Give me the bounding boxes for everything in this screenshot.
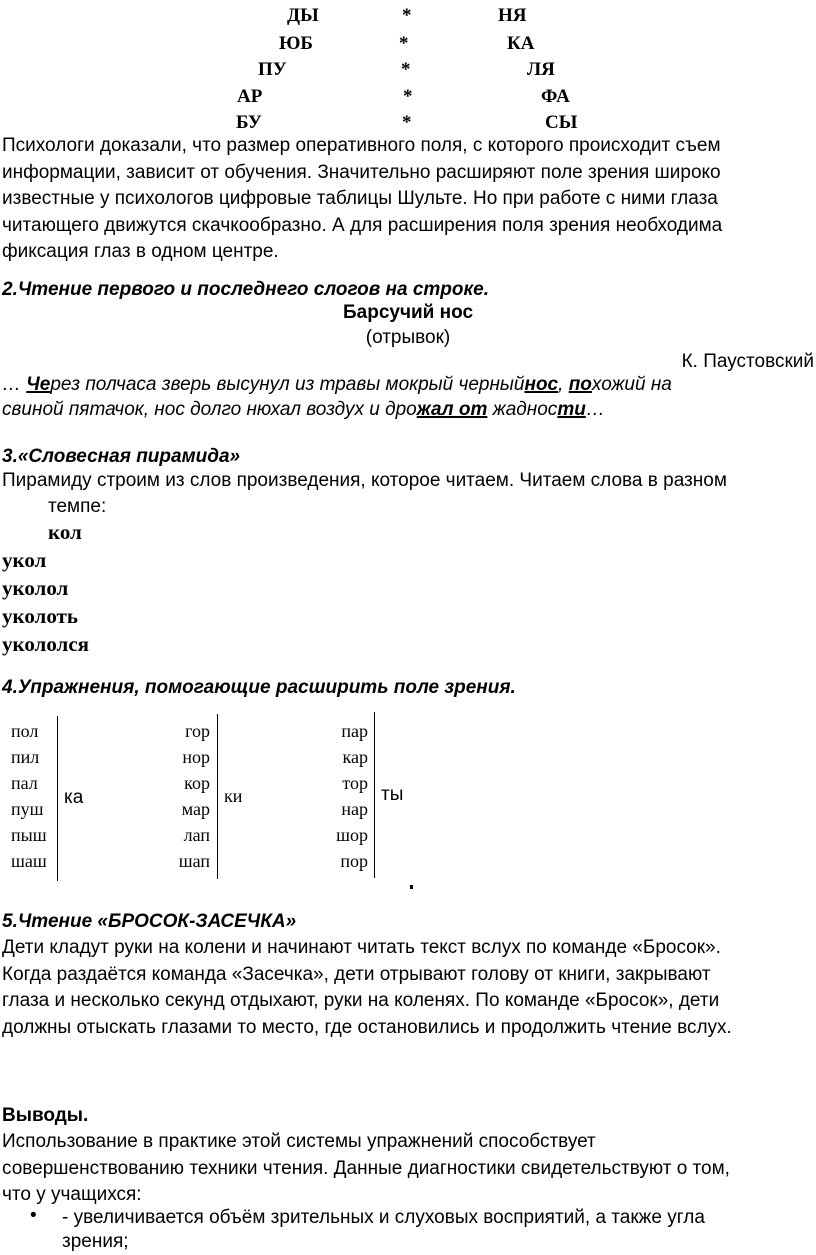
text-line: известные у психологов цифровые таблицы Шульте. Но при работе с ними глаза bbox=[2, 188, 718, 209]
text: … bbox=[2, 374, 27, 395]
syllable: кар bbox=[342, 747, 368, 767]
syllable: пал bbox=[11, 773, 38, 793]
story-author: К. Паустовский bbox=[681, 351, 814, 372]
pyramid-word: укол bbox=[2, 548, 47, 572]
text-line: Использование в практике этой системы упражнений способствует bbox=[2, 1131, 596, 1152]
ending: ки bbox=[224, 786, 243, 806]
syllable-star: * bbox=[399, 33, 409, 54]
highlighted-syllable: Че bbox=[26, 374, 51, 395]
syllable: кор bbox=[184, 773, 210, 793]
scan-speck bbox=[410, 885, 413, 889]
syllable: лап bbox=[183, 825, 210, 845]
syllable-left: АР bbox=[237, 86, 263, 107]
pyramid-word: кол bbox=[48, 520, 82, 544]
highlighted-syllable: ти bbox=[557, 399, 586, 420]
text-line: Пирамиду строим из слов произведения, которое читаем. Читаем слова в разном bbox=[2, 470, 727, 491]
conclusions-paragraph bbox=[2, 1129, 814, 1209]
syllable-left: БУ bbox=[236, 112, 262, 133]
story-subtitle: (отрывок) bbox=[365, 327, 451, 348]
syllable: тор bbox=[342, 773, 368, 793]
pyramid-word: уколоть bbox=[2, 604, 78, 628]
syllable: нар bbox=[341, 799, 368, 819]
section3-text bbox=[2, 470, 814, 492]
text-line: должны отыскать глазами то место, где остановились и продолжить чтение вслух. bbox=[2, 1016, 732, 1038]
syllable-star: * bbox=[402, 112, 412, 133]
syllable-right: ЛЯ bbox=[527, 59, 555, 80]
text: , bbox=[558, 374, 569, 395]
syllable-left: ДЫ bbox=[287, 5, 319, 26]
bullet-item bbox=[62, 1206, 705, 1254]
pyramid-word: уколол bbox=[2, 576, 69, 600]
highlighted-syllable: жал от bbox=[416, 399, 488, 420]
column-divider bbox=[57, 716, 58, 881]
text-line: Когда раздаётся команда «Засечка», дети отрывают голову от книги, закрывают bbox=[2, 963, 711, 985]
text: рез полчаса зверь высунул из травы мокрый черный bbox=[50, 374, 525, 395]
highlighted-syllable: по bbox=[568, 374, 592, 395]
syllable-left: ПУ bbox=[258, 59, 287, 80]
column-divider bbox=[217, 714, 218, 879]
text-line: Дети кладут руки на колени и начинают читать текст вслух по команде «Бросок». bbox=[2, 937, 721, 958]
syllable-star: * bbox=[403, 86, 413, 107]
syllable-column bbox=[172, 718, 210, 874]
syllable-star: * bbox=[402, 5, 412, 26]
syllable: пар bbox=[341, 721, 368, 741]
story-line bbox=[2, 374, 672, 396]
section2-heading: 2.Чтение первого и последнего слогов на строке. bbox=[2, 279, 489, 300]
text-line: - увеличивается объём зрительных и слуховых восприятий, а также угла bbox=[62, 1207, 705, 1228]
text: жаднос bbox=[487, 399, 558, 420]
text-line: зрения; bbox=[62, 1231, 129, 1252]
conclusions-heading: Выводы. bbox=[2, 1105, 89, 1126]
text-line: фиксация глаз в одном центре. bbox=[2, 241, 279, 262]
ending: ты bbox=[381, 784, 404, 805]
text-line: Психологи доказали, что размер оперативного поля, с которого происходит съем bbox=[2, 135, 721, 156]
text-line: что у учащихся: bbox=[2, 1184, 142, 1205]
text-line: совершенствованию техники чтения. Данные диагностики свидетельствуют о том, bbox=[2, 1157, 730, 1179]
highlighted-syllable: нос bbox=[524, 374, 559, 395]
syllable: пор bbox=[340, 851, 368, 871]
syllable-right: НЯ bbox=[498, 5, 527, 26]
syllable-left: ЮБ bbox=[279, 33, 313, 54]
syllable: пуш bbox=[11, 799, 44, 819]
story-line bbox=[2, 399, 605, 421]
ending: ка bbox=[64, 787, 84, 808]
pyramid-word: укололся bbox=[2, 632, 90, 656]
intro-paragraph bbox=[2, 133, 814, 266]
text-line: темпе: bbox=[48, 496, 107, 517]
text: хожий на bbox=[591, 374, 672, 395]
section5-paragraph bbox=[2, 935, 814, 1041]
syllable-column bbox=[11, 718, 47, 874]
syllable: шаш bbox=[11, 851, 47, 871]
section4-heading: 4.Упражнения, помогающие расширить поле зрения. bbox=[2, 677, 516, 698]
syllable-right: ФА bbox=[541, 86, 570, 107]
syllable: гор bbox=[185, 721, 210, 741]
syllable: шор bbox=[336, 825, 368, 845]
syllable: пол bbox=[11, 721, 39, 741]
syllable-star: * bbox=[401, 59, 411, 80]
syllable: пил bbox=[11, 747, 40, 767]
syllable: пыш bbox=[11, 825, 47, 845]
bullet-icon: • bbox=[30, 1205, 37, 1226]
syllable: нор bbox=[182, 747, 210, 767]
syllable-right: СЫ bbox=[545, 112, 578, 133]
syllable: шап bbox=[178, 851, 210, 871]
syllable-right: КА bbox=[507, 33, 535, 54]
story-title: Барсучий нос bbox=[342, 302, 474, 323]
text-line: информации, зависит от обучения. Значительно расширяют поле зрения широко bbox=[2, 161, 721, 183]
text: … bbox=[585, 399, 605, 420]
section3-heading: 3.«Словесная пирамида» bbox=[2, 446, 241, 467]
text: свиной пятачок, нос долго нюхал воздух и дро bbox=[2, 399, 417, 420]
syllable-column bbox=[330, 718, 368, 874]
section5-heading: 5.Чтение «БРОСОК-ЗАСЕЧКА» bbox=[2, 911, 297, 932]
column-divider bbox=[374, 712, 375, 878]
syllable: мар bbox=[181, 799, 210, 819]
text-line: читающего движутся скачкообразно. А для расширения поля зрения необходима bbox=[2, 214, 723, 236]
text-line: глаза и несколько секунд отдыхают, руки на коленях. По команде «Бросок», дети bbox=[2, 990, 720, 1011]
